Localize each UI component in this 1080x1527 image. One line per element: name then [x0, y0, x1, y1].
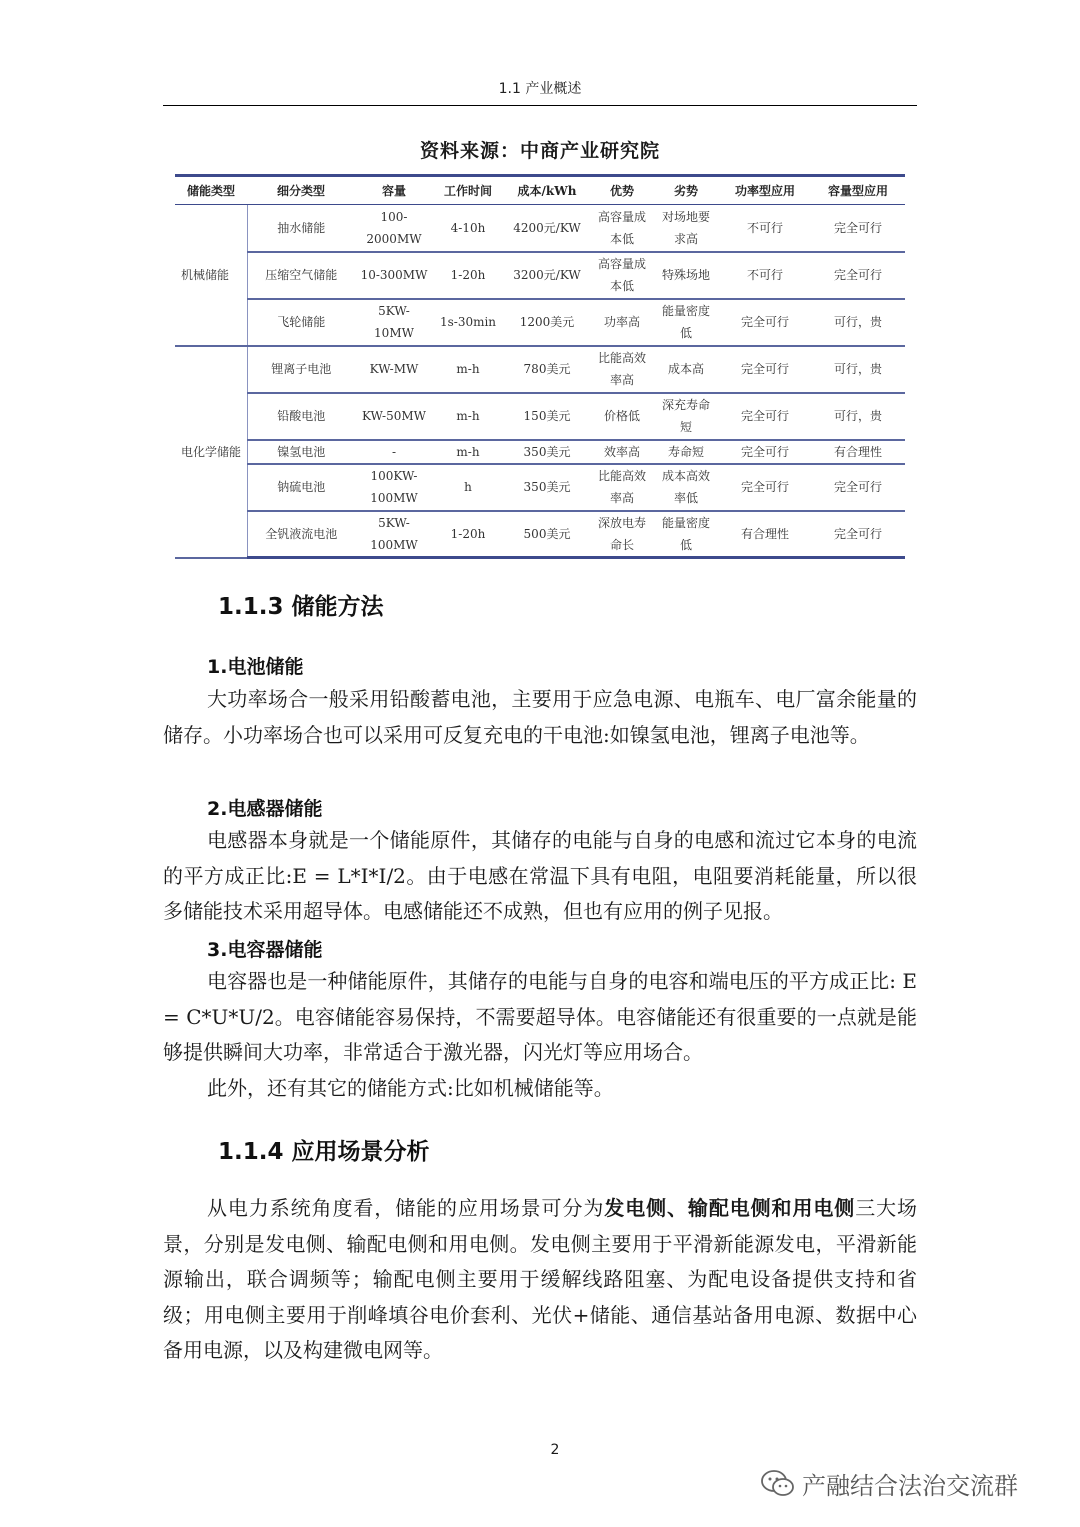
column-header: 优势: [591, 176, 653, 205]
subheading-inductor: 2.电感器储能: [207, 798, 323, 820]
table-cell: 100-2000MW: [355, 205, 433, 252]
table-cell: h: [433, 464, 503, 511]
column-header: 容量型应用: [811, 176, 905, 205]
section-heading-114: 1.1.4 应用场景分析: [218, 1139, 430, 1165]
table-cell: 150美元: [503, 393, 591, 440]
table-cell: 飞轮储能: [247, 299, 355, 346]
page-header: 1.1 产业概述: [498, 81, 582, 97]
table-source: 资料来源：中商产业研究院: [419, 140, 660, 162]
table-cell: 780美元: [503, 346, 591, 393]
table-cell: 完全可行: [719, 299, 811, 346]
table-cell: 高容量成本低: [591, 252, 653, 299]
table-cell: 5KW-10MW: [355, 299, 433, 346]
table-cell: 效率高: [591, 440, 653, 464]
column-header: 功率型应用: [719, 176, 811, 205]
table-cell: 5KW-100MW: [355, 511, 433, 558]
table-cell: 10-300MW: [355, 252, 433, 299]
table-cell: 深放电寿命长: [591, 511, 653, 558]
table-cell: 钠硫电池: [247, 464, 355, 511]
table-cell: 寿命短: [653, 440, 719, 464]
table-cell: 镍氢电池: [247, 440, 355, 464]
category-cell: 机械储能: [175, 205, 247, 346]
table-cell: 能量密度低: [653, 299, 719, 346]
column-header: 容量: [355, 176, 433, 205]
table-cell: 完全可行: [719, 346, 811, 393]
column-header: 储能类型: [175, 176, 247, 205]
table-row: [175, 299, 905, 346]
subheading-capacitor: 3.电容器储能: [207, 939, 323, 961]
table-cell: -: [355, 440, 433, 464]
table-cell: 完全可行: [811, 205, 905, 252]
table-cell: 锂离子电池: [247, 346, 355, 393]
table-cell: 完全可行: [719, 440, 811, 464]
table-cell: 全钒液流电池: [247, 511, 355, 558]
paragraph-battery: 大功率场合一般采用铅酸蓄电池，主要用于应急电源、电瓶车、电厂富余能量的储存。小功率场合也可以采用可反复充电的干电池:如镍氢电池，锂离子电池等。: [163, 687, 917, 747]
table-cell: 特殊场地: [653, 252, 719, 299]
subheading-battery: 1.电池储能: [207, 656, 304, 678]
table-row: [175, 440, 905, 464]
table-cell: 成本高效率低: [653, 464, 719, 511]
table-cell: 价格低: [591, 393, 653, 440]
table-cell: 不可行: [719, 205, 811, 252]
table-row: [175, 511, 905, 558]
table-cell: 抽水储能: [247, 205, 355, 252]
table-cell: 有合理性: [719, 511, 811, 558]
column-header: 成本/kWh: [503, 176, 591, 205]
scenario-text-end: 三大场景，分别是发电侧、输配电侧和用电侧。发电侧主要用于平滑新能源发电，平滑新能源输出，联合调频等；输配电侧主要用于缓解线路阻塞、为配电设备提供支持和省级；用电侧主要用于削峰填谷电价套利、光伏+储能、通信基站备用电源、数据中心备用电源，以及构建微电网等。: [163, 1196, 918, 1362]
table-cell: KW-50MW: [355, 393, 433, 440]
table-cell: 1-20h: [433, 511, 503, 558]
table-cell: 压缩空气储能: [247, 252, 355, 299]
energy-storage-table: [175, 174, 905, 559]
table-cell: m-h: [433, 346, 503, 393]
table-cell: 3200元/KW: [503, 252, 591, 299]
table-cell: 350美元: [503, 464, 591, 511]
paragraph-capacitor: 电容器也是一种储能原件，其储存的电能与自身的电容和端电压的平方成正比: E = C*U*U/2。电容储能容易保持，不需要超导体。电容储能还有很重要的一点就是能够提供瞬间大功率，非常适合于激光器，闪光灯等应用场合。: [163, 969, 917, 1064]
column-header: 劣势: [653, 176, 719, 205]
table-cell: 4200元/KW: [503, 205, 591, 252]
table-cell: 完全可行: [811, 464, 905, 511]
scenario-bold-text: 发电侧、输配电侧和用电侧: [604, 1196, 856, 1220]
paragraph-scenarios: [163, 1191, 917, 1369]
table-cell: 不可行: [719, 252, 811, 299]
table-cell: 100KW-100MW: [355, 464, 433, 511]
table-row: [175, 205, 905, 252]
table-row: [175, 252, 905, 299]
table-cell: 1-20h: [433, 252, 503, 299]
wechat-icon: [760, 1469, 796, 1499]
table-cell: 完全可行: [811, 252, 905, 299]
table-cell: 1200美元: [503, 299, 591, 346]
column-header: 细分类型: [247, 176, 355, 205]
table-cell: 可行，贵: [811, 346, 905, 393]
paragraph-other-methods: 此外，还有其它的储能方式:比如机械储能等。: [207, 1076, 614, 1100]
table-header-row: [175, 176, 905, 205]
table-cell: 500美元: [503, 511, 591, 558]
table-cell: 4-10h: [433, 205, 503, 252]
watermark: [760, 1466, 1018, 1501]
table-cell: 比能高效率高: [591, 346, 653, 393]
table-cell: 完全可行: [811, 511, 905, 558]
page-number: 2: [550, 1442, 560, 1458]
table-cell: 成本高: [653, 346, 719, 393]
watermark-text: 产融结合法治交流群: [802, 1472, 1018, 1500]
table-cell: 铅酸电池: [247, 393, 355, 440]
table-row: [175, 464, 905, 511]
table-cell: 完全可行: [719, 464, 811, 511]
table-cell: m-h: [433, 393, 503, 440]
table-cell: 有合理性: [811, 440, 905, 464]
scenario-text-start: 从电力系统角度看，储能的应用场景可分为: [207, 1196, 605, 1220]
table-cell: 能量密度低: [653, 511, 719, 558]
table-cell: 完全可行: [719, 393, 811, 440]
table-cell: m-h: [433, 440, 503, 464]
table-cell: 比能高效率高: [591, 464, 653, 511]
table-cell: KW-MW: [355, 346, 433, 393]
table-row: [175, 346, 905, 393]
column-header: 工作时间: [433, 176, 503, 205]
table-cell: 可行，贵: [811, 299, 905, 346]
header-rule: [163, 105, 917, 106]
table-cell: 功率高: [591, 299, 653, 346]
section-heading-113: 1.1.3 储能方法: [218, 594, 384, 620]
table-cell: 可行，贵: [811, 393, 905, 440]
table-cell: 深充寿命短: [653, 393, 719, 440]
category-cell: 电化学储能: [175, 346, 247, 558]
table-cell: 对场地要求高: [653, 205, 719, 252]
table-cell: 高容量成本低: [591, 205, 653, 252]
paragraph-inductor: 电感器本身就是一个储能原件，其储存的电能与自身的电感和流过它本身的电流的平方成正比:E = L*I*I/2。由于电感在常温下具有电阻，电阻要消耗能量，所以很多储能技术采用超导体。电感储能还不成熟，但也有应用的例子见报。: [163, 828, 917, 923]
table-cell: 350美元: [503, 440, 591, 464]
table-cell: 1s-30min: [433, 299, 503, 346]
table-row: [175, 393, 905, 440]
